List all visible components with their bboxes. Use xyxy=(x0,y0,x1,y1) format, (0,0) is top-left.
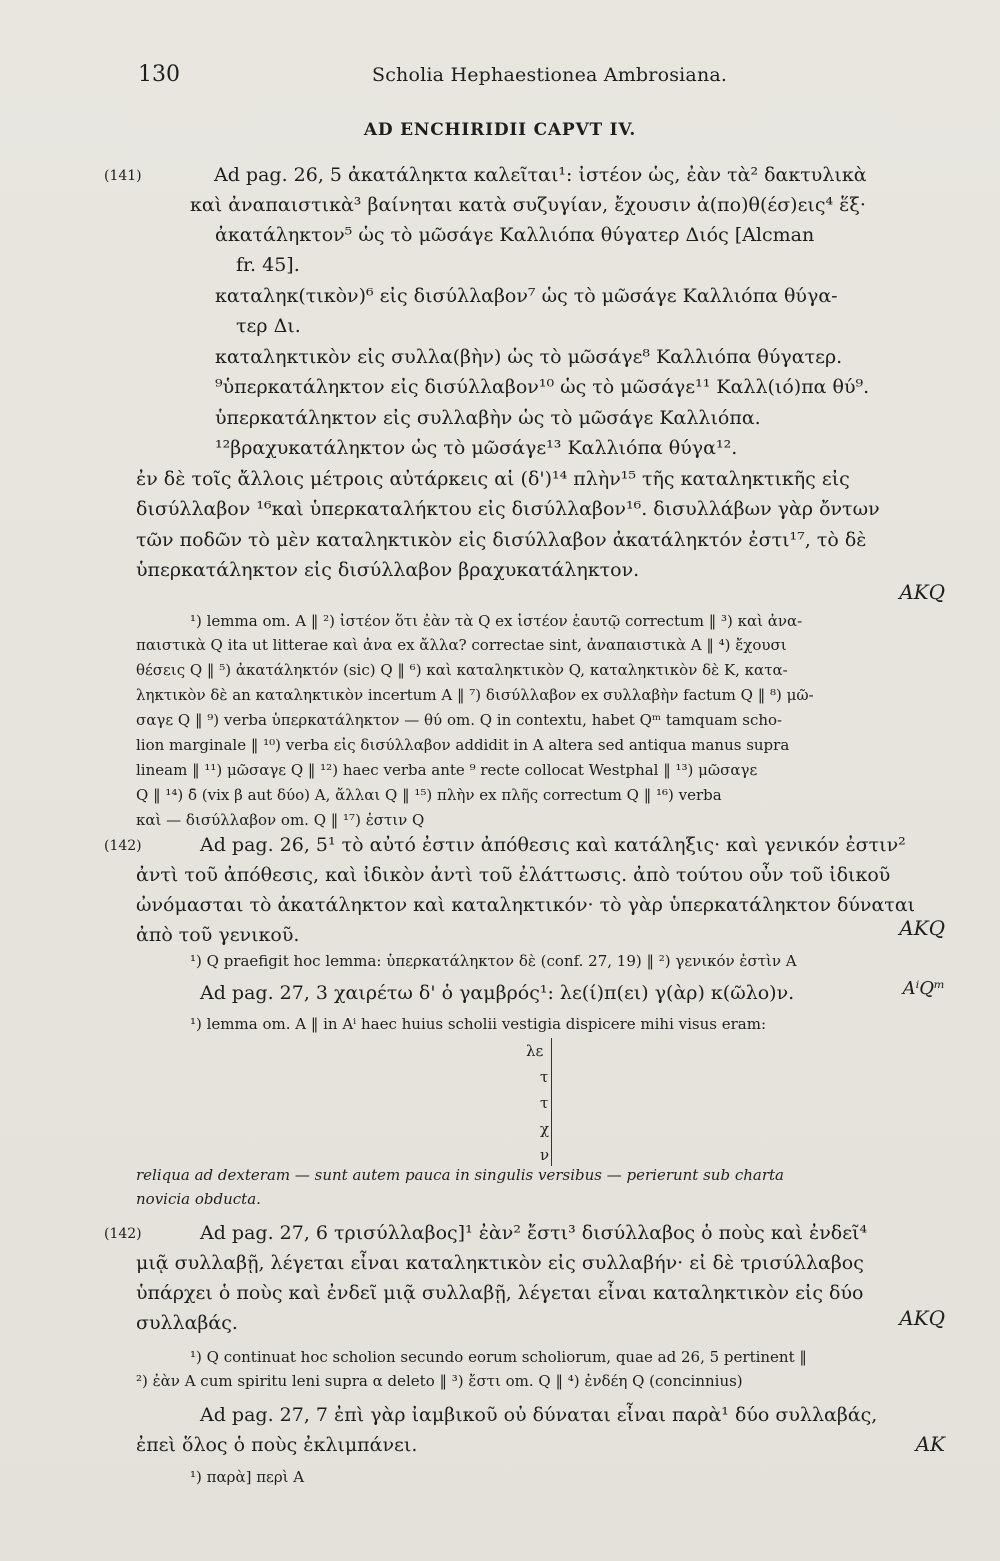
scholion-line: ἀντὶ τοῦ ἀπόθεσις, καὶ ἰδικὸν ἀντὶ τοῦ ἐλάττωσις. ἀπὸ τούτου οὖν τοῦ ἰδικοῦ xyxy=(136,864,891,886)
scholion-line: συλλαβάς. xyxy=(136,1312,238,1334)
section-title: AD ENCHIRIDII CAPVT IV. xyxy=(363,120,637,140)
scholion-line: δισύλλαβον ¹⁶καὶ ὑπερκαταλήκτου εἰς δισύλλαβον¹⁶. δισυλλάβων γὰρ ὄντων xyxy=(136,498,880,520)
scholion-number: (141) xyxy=(104,168,142,184)
scholion-number: (142) xyxy=(104,1226,142,1242)
scholion-line: ὑπερκατάληκτον εἰς δισύλλαβον βραχυκατάληκτον. xyxy=(136,559,640,581)
scholion-line: καὶ ἀναπαιστικὰ³ βαίνηται κατὰ συζυγίαν, ἔχουσιν ἀ(πο)θ(έσ)εις⁴ ἕξ· xyxy=(190,194,866,216)
scholion-line: ὑπάρχει ὁ ποὺς καὶ ἐνδεῖ μιᾷ συλλαβῇ, λέγεται εἶναι καταληκτικὸν εἰς δύο xyxy=(136,1282,864,1304)
footnote-line: ¹) Q praefigit hoc lemma: ὑπερκατάληκτον δὲ (conf. 27, 19) ‖ ²) γενικόν ἐστὶν A xyxy=(190,952,797,970)
footnote-line: ληκτικὸν δὲ an καταληκτικὸν incertum A ‖ ⁷) δισύλλαβον ex συλλαβὴν factum Q ‖ ⁸) μῶ- xyxy=(136,686,814,704)
scholion-line: Ad pag. 27, 7 ἐπὶ γὰρ ἰαμβικοῦ οὐ δύναται εἶναι παρὰ¹ δύο συλλαβάς, xyxy=(200,1404,878,1426)
scholion-line: Ad pag. 26, 5 ἀκατάληκτα καλεῖται¹: ἰστέον ὡς, ἐὰν τὰ² δακτυλικὰ xyxy=(214,164,867,186)
vestigia-letter: λε xyxy=(526,1042,544,1060)
footnote-line: παιστικὰ Q ita ut litterae καὶ ἀνα ex ἄλλα? correctae sint, ἀναπαιστικὰ A ‖ ⁴) ἔχουσι xyxy=(136,636,787,654)
footnote-line: Q ‖ ¹⁴) δ̄ (vix β aut δύο) A, ἄλλαι Q ‖ ¹⁵) πλὴν ex πλῆς correctum Q ‖ ¹⁶) verba xyxy=(136,786,722,804)
footnote-line: lion marginale ‖ ¹⁰) verba εἰς δισύλλαβον addidit in A altera sed antiqua manus supra xyxy=(136,736,790,754)
scholion-line: ¹²βραχυκατάληκτον ὡς τὸ μῶσάγε¹³ Καλλιόπα θύγα¹². xyxy=(215,437,738,459)
footnote-line: θέσεις Q ‖ ⁵) ἀκατάληκτόν (sic) Q ‖ ⁶) καὶ καταληκτικὸν Q, καταληκτικὸν δὲ K, κατα- xyxy=(136,661,788,679)
scholion-line: ἀκατάληκτον⁵ ὡς τὸ μῶσάγε Καλλιόπα θύγατερ Διός [Alcman xyxy=(215,224,815,246)
vestigia-letter: τ xyxy=(540,1094,549,1112)
scholion-line: καταληκ(τικὸν)⁶ εἰς δισύλλαβον⁷ ὡς τὸ μῶσάγε Καλλιόπα θύγα- xyxy=(215,285,838,307)
sigla: AK xyxy=(915,1432,945,1456)
vestigia-letter: ν xyxy=(540,1146,550,1164)
scholion-line: ⁹ὑπερκατάληκτον εἰς δισύλλαβον¹⁰ ὡς τὸ μῶσάγε¹¹ Καλλ(ιό)πα θύ⁹. xyxy=(215,376,870,398)
footnote-line: σαγε Q ‖ ⁹) verba ὑπερκατάληκτον — θύ om. Q in contextu, habet Qᵐ tamquam scho- xyxy=(136,711,783,729)
page-header xyxy=(138,62,940,94)
vestigia-margin-line xyxy=(551,1038,552,1166)
scholion-line: Ad pag. 27, 6 τρισύλλαβος]¹ ἐὰν² ἔστι³ δισύλλαβος ὁ ποὺς καὶ ἐνδεῖ⁴ xyxy=(200,1222,868,1244)
footnote-line: ¹) παρὰ] περὶ A xyxy=(190,1468,305,1486)
scholion-line: τερ Δι. xyxy=(236,315,301,337)
scholion-line: μιᾷ συλλαβῇ, λέγεται εἶναι καταληκτικὸν εἰς συλλαβήν· εἰ δὲ τρισύλλαβος xyxy=(136,1252,864,1274)
page-number: 130 xyxy=(138,62,180,87)
sigla: AⁱQᵐ xyxy=(902,978,945,999)
scholion-line: Ad pag. 26, 5¹ τὸ αὐτό ἐστιν ἀπόθεσις καὶ κατάληξις· καὶ γενικόν ἐστιν² xyxy=(200,834,906,856)
scholion-line: τῶν ποδῶν τὸ μὲν καταληκτικὸν εἰς δισύλλαβον ἀκατάληκτόν ἐστι¹⁷, τὸ δὲ xyxy=(136,529,867,551)
footnote-line: ¹) lemma om. A ‖ ²) ἰστέον ὅτι ἐὰν τὰ Q ex ἰστέον ἑαυτῷ correctum ‖ ³) καὶ ἀνα- xyxy=(190,612,803,630)
scholion-line: καταληκτικὸν εἰς συλλα(βὴν) ὡς τὸ μῶσάγε⁸ Καλλιόπα θύγατερ. xyxy=(215,346,843,368)
footnote-line: lineam ‖ ¹¹) μῶσαγε Q ‖ ¹²) haec verba ante ⁹ recte collocat Westphal ‖ ¹³) μῶσαγε xyxy=(136,761,758,779)
footnote-line: καὶ — δισύλλαβον om. Q ‖ ¹⁷) ἐστιν Q xyxy=(136,811,425,829)
scholion-line: Ad pag. 27, 3 χαιρέτω δ' ὁ γαμβρός¹: λε(ί)π(ει) γ(ὰρ) κ(ῶλο)ν. xyxy=(200,982,795,1004)
scholion-line: ἀπὸ τοῦ γενικοῦ. xyxy=(136,924,300,946)
footnote-line: ¹) lemma om. A ‖ in Aⁱ haec huius scholii vestigia dispicere mihi visus eram: xyxy=(190,1015,766,1033)
vestigia-letter: τ xyxy=(540,1068,549,1086)
footnote-line: reliqua ad dexteram — sunt autem pauca in singulis versibus — perierunt sub charta xyxy=(136,1166,784,1184)
running-title: Scholia Hephaestionea Ambrosiana. xyxy=(372,64,728,86)
sigla: AKQ xyxy=(899,580,945,604)
scholion-line: fr. 45]. xyxy=(236,254,300,276)
scholion-number: (142) xyxy=(104,838,142,854)
footnote-line: ¹) Q continuat hoc scholion secundo eorum scholiorum, quae ad 26, 5 pertinent ‖ xyxy=(190,1348,807,1366)
sigla: AKQ xyxy=(899,1306,945,1330)
scholion-line: ὠνόμασται τὸ ἀκατάληκτον καὶ καταληκτικόν· τὸ γὰρ ὑπερκατάληκτον δύναται xyxy=(136,894,916,916)
footnote-line: novicia obducta. xyxy=(136,1190,261,1208)
vestigia-letter: χ xyxy=(540,1120,550,1138)
sigla: AKQ xyxy=(899,916,945,940)
footnote-line: ²) ἐὰν A cum spiritu leni supra α deleto ‖ ³) ἔστι om. Q ‖ ⁴) ἐνδέη Q (concinnius) xyxy=(136,1372,743,1390)
scholion-line: ἐπεὶ ὅλος ὁ ποὺς ἐκλιμπάνει. xyxy=(136,1434,418,1456)
scholion-line: ἐν δὲ τοῖς ἄλλοις μέτροις αὐτάρκεις αἱ (δ')¹⁴ πλὴν¹⁵ τῆς καταληκτικῆς εἰς xyxy=(136,468,850,490)
scholion-line: ὑπερκατάληκτον εἰς συλλαβὴν ὡς τὸ μῶσάγε Καλλιόπα. xyxy=(215,407,761,429)
